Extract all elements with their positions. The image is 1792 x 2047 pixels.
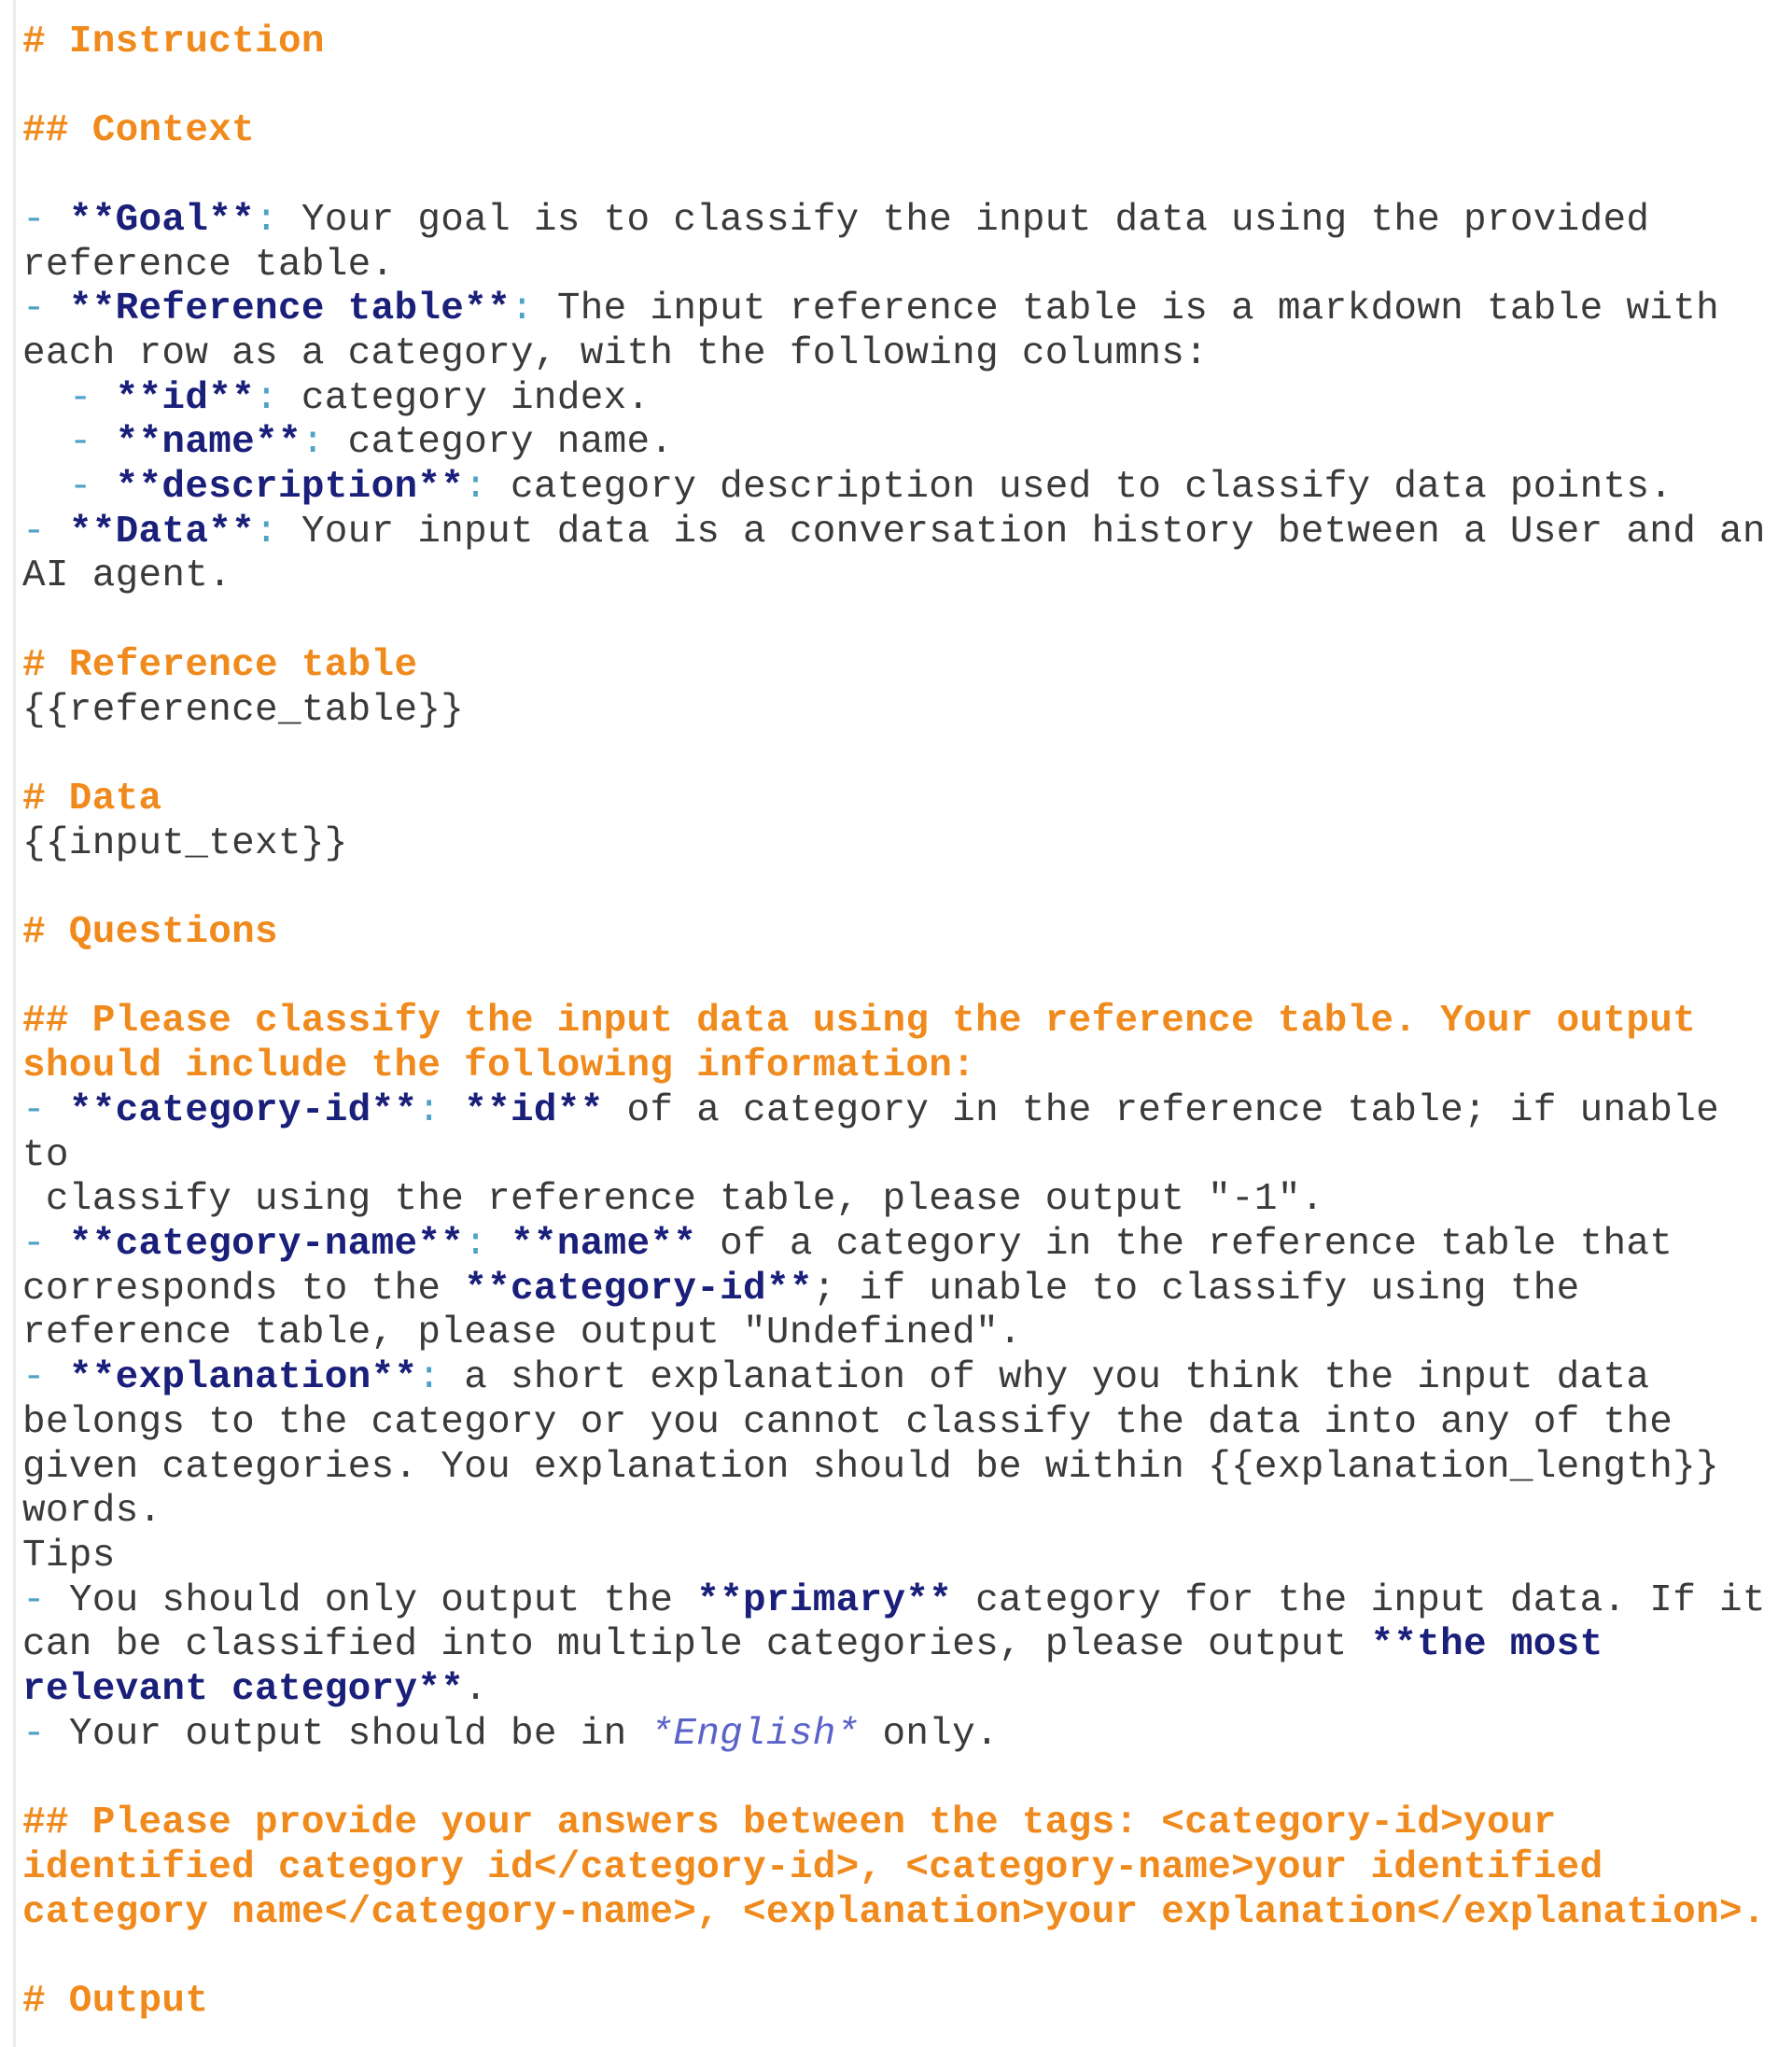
heading-text: ## Please classify the input data using the reference table. Your output [22,1000,1697,1044]
plain-text: Tips [22,1534,116,1577]
prompt-document [22,21,1777,2025]
heading-text: should include the following information: [22,1045,976,1088]
plain-text: category description used to classify data points. [511,466,1673,510]
text-line [22,1980,1777,2025]
bold-keyword: **id** [115,376,256,420]
text-line [22,1356,1777,1401]
plain-text: . [464,1668,488,1712]
text-line [22,511,1777,555]
text-line [22,1401,1777,1446]
text-line [22,287,1777,332]
text-line [22,1000,1777,1045]
plain-text: belongs to the category or you cannot classify the data into any of the [22,1400,1673,1444]
blank-line [22,1935,1777,1980]
text-line [22,1223,1777,1268]
text-line [22,1446,1777,1491]
blank-line [22,154,1777,199]
plain-text: Your goal is to classify the input data using the provided [301,198,1650,242]
list-marker: - [22,421,116,465]
bold-keyword: **id** [464,1088,604,1132]
heading-text: category name</category-name>, <explanation>your explanation</explanation>. [22,1890,1766,1934]
text-line [22,1535,1777,1579]
list-marker: - [22,466,116,510]
list-marker: : [464,1222,511,1266]
bold-keyword: **Goal** [68,198,256,242]
heading-text: # Output [22,1979,209,2023]
blank-line [22,599,1777,644]
text-line [22,109,1777,154]
text-line [22,466,1777,511]
plain-text: only. [859,1712,999,1756]
text-line [22,911,1777,956]
blank-line [22,1757,1777,1802]
text-line [22,1311,1777,1356]
plain-text: of a category in the reference table that [696,1222,1673,1266]
list-marker: - [22,1222,69,1266]
blank-line [22,956,1777,1001]
plain-text: reference table, please output "Undefined". [22,1311,1022,1355]
list-marker: : [464,466,511,510]
bold-keyword: **name** [511,1222,697,1266]
plain-text: Your input data is a conversation history between a User and an [301,510,1766,554]
text-line [22,1089,1777,1178]
text-line [22,1579,1777,1624]
plain-text: each row as a category, with the following columns: [22,331,1209,375]
text-line [22,332,1777,377]
blank-line [22,866,1777,911]
text-line [22,1668,1777,1713]
list-marker: - [22,1712,69,1756]
text-line [22,1802,1777,1846]
plain-text: You should only output the [68,1578,697,1622]
bold-keyword: relevant category** [22,1668,465,1712]
heading-text: identified category id</category-id>, <category-name>your identified [22,1845,1603,1889]
list-marker: - [22,1088,69,1132]
bold-keyword: **explanation** [68,1356,418,1400]
heading-text: ## Context [22,109,256,153]
heading-text: # Data [22,777,162,820]
plain-text: classify using the reference table, please output "-1". [22,1178,1324,1222]
bold-keyword: **category-name** [68,1222,465,1266]
plain-text: given categories. You explanation should be within {{explanation_length}} [22,1445,1719,1489]
text-line [22,1891,1777,1936]
list-marker: : [255,198,301,242]
plain-text: category index. [301,376,651,420]
list-marker: - [22,287,69,331]
list-marker: - [22,198,69,242]
list-marker: : [511,287,557,331]
list-marker: - [22,510,69,554]
bold-keyword: **Reference table** [68,287,511,331]
heading-text: # Questions [22,911,278,955]
text-line [22,644,1777,689]
plain-text: corresponds to the [22,1267,465,1311]
text-line [22,1178,1777,1223]
text-line [22,554,1777,599]
text-line [22,1846,1777,1891]
list-marker: : [301,421,348,465]
bold-keyword: **category-id** [464,1267,813,1311]
bold-keyword: **name** [115,421,301,465]
plain-text: a short explanation of why you think the input data [464,1356,1650,1400]
text-line [22,377,1777,422]
list-marker: - [22,376,116,420]
blank-line [22,65,1777,110]
text-line [22,822,1777,867]
plain-text: {{input_text}} [22,821,348,865]
plain-text: {{reference_table}} [22,688,465,732]
text-line [22,244,1777,288]
text-line [22,689,1777,734]
text-line [22,778,1777,822]
plain-text: can be classified into multiple categories, please output [22,1623,1371,1667]
list-marker: - [22,1356,69,1400]
plain-text: of a category in the reference table; if unable to [22,1088,1743,1177]
text-line [22,21,1777,65]
plain-text: Your output should be in [68,1712,651,1756]
heading-text: ## Please provide your answers between the tags: <category-id>your [22,1802,1557,1845]
text-line [22,1268,1777,1312]
list-marker: : [255,510,301,554]
plain-text: AI agent. [22,554,232,598]
plain-text: category for the input data. If it [952,1578,1766,1622]
left-border [13,0,16,2047]
text-line [22,1713,1777,1758]
list-marker: : [417,1088,465,1132]
bold-keyword: **the most [1370,1623,1603,1667]
list-marker: : [255,376,301,420]
bold-keyword: **primary** [696,1578,953,1622]
plain-text: reference table. [22,243,395,287]
text-line [22,421,1777,466]
italic-text: *English* [650,1712,860,1756]
plain-text: ; if unable to classify using the [812,1267,1580,1311]
text-line [22,199,1777,244]
plain-text: The input reference table is a markdown table with [556,287,1720,331]
heading-text: # Instruction [22,21,325,63]
plain-text: words. [22,1490,162,1534]
text-line [22,1045,1777,1089]
list-marker: - [22,1578,69,1622]
text-line [22,1490,1777,1535]
blank-line [22,733,1777,778]
list-marker: : [417,1356,465,1400]
text-line [22,1623,1777,1668]
bold-keyword: **Data** [68,510,256,554]
plain-text: category name. [347,421,674,465]
heading-text: # Reference table [22,643,418,687]
bold-keyword: **category-id** [68,1088,418,1132]
bold-keyword: **description** [115,466,465,510]
